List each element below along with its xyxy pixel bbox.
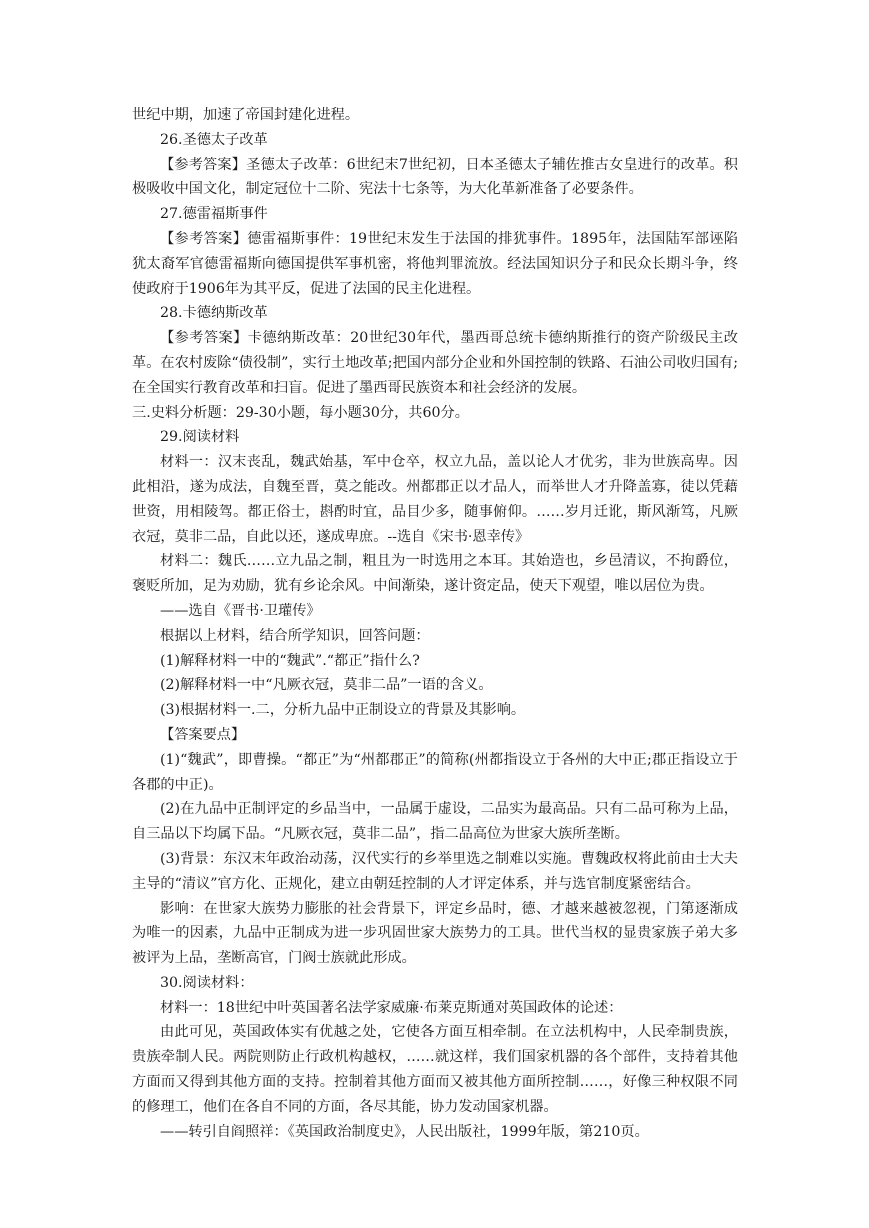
question-26-answer: 【参考答案】圣德太子改革：6世纪末7世纪初，日本圣德太子辅佐推古女皇进行的改革。积极吸收中国文化，制定冠位十二阶、宪法十七条等，为大化革新准备了必要条件。 (132, 156, 738, 198)
answer-key-heading: 【答案要点】 (160, 726, 246, 743)
question-30-material-1-body: 由此可见，英国政体实有优越之处，它使各方面互相牵制。在立法机构中，人民牵制贵族，贵族牵制人民。两院则防止行政机构越权，……就这样，我们国家机器的各个部件，支持着其他方面而又得到其他方面的支持。控制着其他方面而又被其他方面所控制……，好像三种权限不同的修理工，他们在各自不同的方面，各尽其能，协力发动国家机器。 (132, 1024, 738, 1115)
question-29-sub-3: (3)根据材料一.二，分析九品中正制设立的背景及其影响。 (160, 702, 526, 719)
answer-3-impact: 影响：在世家大族势力膨胀的社会背景下，评定乡品时，德、才越来越被忽视，门第逐渐成为唯一的因素，九品中正制成为进一步巩固世家大族势力的工具。世代当权的显贵家族子弟大多被评为上品，垄断高官，门阀士族就此形成。 (132, 900, 738, 967)
page-content (132, 103, 738, 1144)
question-28-title: 28.卡德纳斯改革 (160, 305, 268, 322)
question-29-sub-1: (1)解释材料一中的“魏武”.“都正”指什么? (160, 652, 420, 669)
question-30-material-1-intro: 材料一：18世纪中叶英国著名法学家威廉·布莱克斯通对英国政体的论述： (160, 999, 623, 1016)
question-29-title: 29.阅读材料 (160, 429, 240, 446)
answer-3-background: (3)背景：东汉末年政治动荡，汉代实行的乡举里选之制难以实施。曹魏政权将此前由士大夫主导的“清议”官方化、正规化，建立由朝廷控制的人才评定体系，并与选官制度紧密结合。 (132, 850, 738, 892)
question-28-answer: 【参考答案】卡德纳斯改革：20世纪30年代，墨西哥总统卡德纳斯推行的资产阶级民主改革。在农村废除“债役制”，实行土地改革;把国内部分企业和外国控制的铁路、石油公司收归国有;在全国实行教育改革和扫盲。促进了墨西哥民族资本和社会经济的发展。 (132, 330, 738, 396)
question-29-prompt: 根据以上材料，结合所学知识，回答问题： (160, 627, 430, 644)
text-line: 世纪中期，加速了帝国封建化进程。 (132, 107, 360, 123)
question-26-title: 26.圣德太子改革 (160, 131, 268, 148)
question-27-answer: 【参考答案】德雷福斯事件：19世纪末发生于法国的排犹事件。1895年，法国陆军部诬陷犹太裔军官德雷福斯向德国提供军事机密，将他判罪流放。经法国知识分子和民众长期斗争，终使政府于1906年为其平反，促进了法国的民主化进程。 (132, 230, 738, 297)
question-30-title: 30.阅读材料： (160, 974, 254, 991)
answer-2: (2)在九品中正制评定的乡品当中，一品属于虚设，二品实为最高品。只有二品可称为上品，自三品以下均属下品。“凡厥衣冠，莫非二品”，指二品高位为世家大族所垄断。 (132, 801, 738, 843)
section-3-heading: 三.史料分析题：29-30小题，每小题30分，共60分。 (132, 404, 469, 421)
question-30-material-1-source: ——转引自阎照祥：《英国政治制度史》，人民出版社，1999年版，第210页。 (160, 1123, 649, 1140)
question-29-material-2-source: ——选自《晋书·卫瓘传》 (160, 602, 321, 619)
answer-1: (1)“魏武”，即曹操。“都正”为“州都郡正”的简称(州都指设立于各州的大中正;郡正指设立于各郡的中正)。 (132, 751, 738, 793)
question-29-material-1: 材料一：汉末丧乱，魏武始基，军中仓卒，权立九品，盖以论人才优劣，非为世族高卑。因此相沿，遂为成法，自魏至晋，莫之能改。州都郡正以才品人，而举世人才升降盖寡，徒以凭藉世资，用相陵驾。都正俗士，斟酌时宜，品目少多，随事俯仰。……岁月迁讹，斯风渐笃，凡厥衣冠，莫非二品，自此以还，遂成卑庶。--选自《宋书·恩幸传》 (132, 454, 738, 545)
question-29-sub-2: (2)解释材料一中“凡厥衣冠，莫非二品”一语的含义。 (160, 677, 493, 694)
question-29-material-2: 材料二：魏氏……立九品之制，粗且为一时选用之本耳。其始造也，乡邑清议，不拘爵位，褒贬所加，足为劝励，犹有乡论余风。中间渐染，遂计资定品，使天下观望，唯以居位为贵。 (132, 553, 738, 595)
question-27-title: 27.德雷福斯事件 (160, 206, 268, 223)
